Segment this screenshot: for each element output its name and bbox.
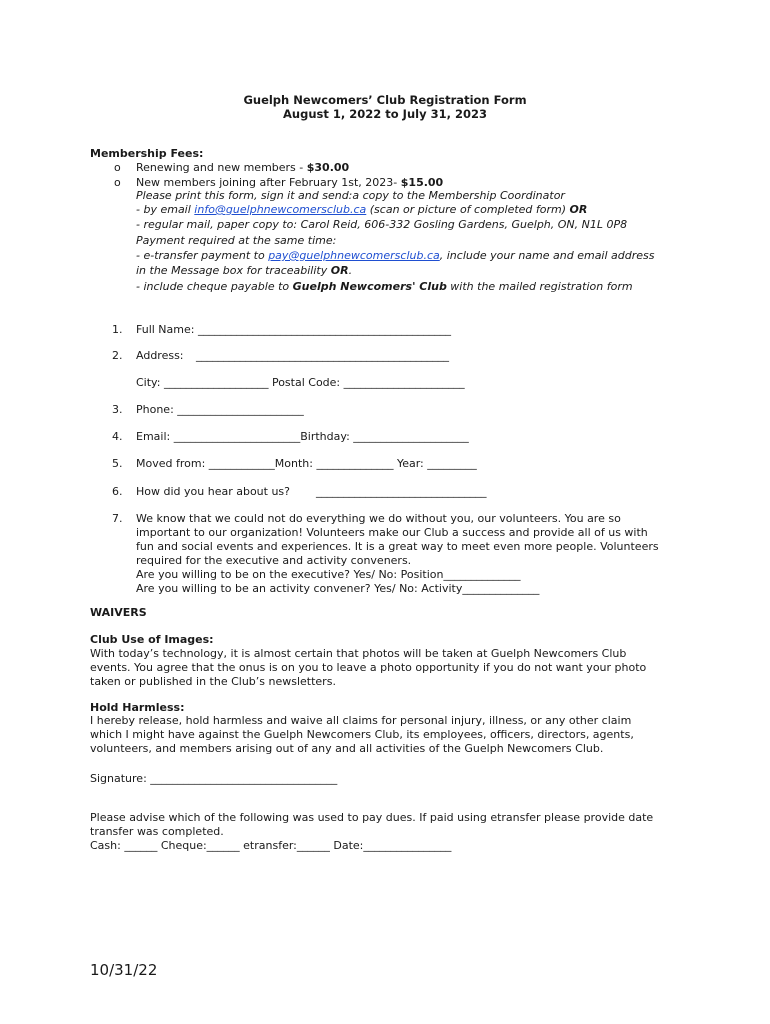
- waivers-heading: WAIVERS: [90, 606, 147, 619]
- fee-item-renewing-amount: $30.00: [306, 161, 350, 174]
- volunteer-line: We know that we could not do everything we do without you, our volunteers. You are so: [136, 512, 621, 525]
- paragraph-line: taken or published in the Club’s newsletters.: [90, 675, 336, 688]
- form-title: Guelph Newcomers’ Club Registration Form: [243, 93, 527, 107]
- instruction-email-or: OR: [569, 203, 588, 216]
- payment-email-link[interactable]: pay@guelphnewcomersclub.ca: [268, 249, 440, 262]
- payment-section: [90, 811, 653, 853]
- paragraph-line: With today’s technology, it is almost certain that photos will be taken at Guelph Newcomers Club: [90, 647, 627, 660]
- signature-field[interactable]: Signature: __________________________________: [90, 772, 338, 785]
- item-number: 3.: [112, 403, 123, 416]
- instruction-mail: - regular mail, paper copy to: Carol Reid, 606-332 Gosling Gardens, Guelph, ON, N1L 0P8: [136, 218, 628, 231]
- payment-method-fields[interactable]: Cash: ______ Cheque:______ etransfer:______ Date:________________: [90, 839, 452, 852]
- fee-item-new-text: New members joining after February 1st, 2023-: [136, 176, 401, 189]
- instruction-etransfer-post: , include your name and email address: [439, 249, 655, 262]
- fee-item-renewing-text: Renewing and new members -: [136, 161, 307, 174]
- footer-date: 10/31/22: [90, 961, 158, 979]
- moved-from-field[interactable]: Moved from: ____________Month: ______________ Year: _________: [136, 457, 477, 470]
- instruction-print: Please print this form, sign it and send:a copy to the Membership Coordinator: [136, 189, 565, 202]
- form-period: August 1, 2022 to July 31, 2023: [283, 107, 487, 121]
- bullet-marker: o: [114, 161, 121, 174]
- instruction-traceability: [136, 264, 352, 277]
- instruction-cheque-payee: Guelph Newcomers' Club: [292, 280, 447, 293]
- instruction-etransfer-pre: - e-transfer payment to: [136, 249, 269, 262]
- address-field[interactable]: ______________________________________________: [196, 349, 449, 362]
- paragraph-line: events. You agree that the onus is on you to leave a photo opportunity if you do not want your photo: [90, 661, 647, 674]
- hold-harmless-heading: Hold Harmless:: [90, 701, 185, 714]
- payment-instruction-line: transfer was completed.: [90, 825, 224, 838]
- full-name-field[interactable]: Full Name: ______________________________________________: [136, 323, 451, 336]
- instruction-cheque-pre: - include cheque payable to: [136, 280, 293, 293]
- email-birthday-field[interactable]: Email: _______________________Birthday: _____________________: [136, 430, 469, 443]
- hold-harmless-paragraph: [90, 714, 634, 756]
- paragraph-line: which I might have against the Guelph Newcomers Club, its employees, officers, directors, agents,: [90, 728, 634, 741]
- fee-item-new-amount: $15.00: [400, 176, 444, 189]
- item-number: 4.: [112, 430, 123, 443]
- phone-field[interactable]: Phone: _______________________: [136, 403, 304, 416]
- bullet-marker: o: [114, 176, 121, 189]
- instruction-cheque-post: with the mailed registration form: [446, 280, 633, 293]
- executive-question[interactable]: Are you willing to be on the executive? Yes/ No: Position______________: [136, 568, 521, 581]
- city-postal-field[interactable]: City: ___________________ Postal Code: ______________________: [136, 376, 465, 389]
- payment-instruction-line: Please advise which of the following was used to pay dues. If paid using etransfer please provide date: [90, 811, 654, 824]
- volunteer-line: important to our organization! Volunteers make our Club a success and provide all of us with: [136, 526, 648, 539]
- instruction-email-mid: (scan or picture of completed form): [366, 203, 570, 216]
- images-heading: Club Use of Images:: [90, 633, 214, 646]
- volunteer-line: fun and social events and experiences. It is a great way to meet even more people. Volunteers: [136, 540, 659, 553]
- membership-email-link[interactable]: info@guelphnewcomersclub.ca: [194, 203, 367, 216]
- item-number: 7.: [112, 512, 123, 525]
- hear-about-label: How did you hear about us?: [136, 485, 290, 498]
- item-number: 2.: [112, 349, 123, 362]
- instruction-traceability-post: .: [348, 264, 353, 277]
- instruction-cheque: [136, 280, 633, 293]
- volunteer-section: [136, 512, 659, 596]
- images-paragraph: [90, 647, 646, 689]
- item-number: 1.: [112, 323, 123, 336]
- item-number: 6.: [112, 485, 123, 498]
- hear-about-field[interactable]: _______________________________: [316, 485, 487, 498]
- paragraph-line: I hereby release, hold harmless and waive all claims for personal injury, illness, or any other claim: [90, 714, 632, 727]
- instruction-traceability-or: OR: [330, 264, 349, 277]
- instruction-traceability-pre: in the Message box for traceability: [136, 264, 331, 277]
- convener-question[interactable]: Are you willing to be an activity convener? Yes/ No: Activity______________: [136, 582, 540, 595]
- volunteer-line: required for the executive and activity conveners.: [136, 554, 412, 567]
- item-number: 5.: [112, 457, 123, 470]
- instruction-email: [136, 203, 587, 216]
- address-label: Address:: [136, 349, 184, 362]
- paragraph-line: volunteers, and members arising out of any and all activities of the Guelph Newcomers Club.: [90, 742, 604, 755]
- instruction-etransfer: [136, 249, 655, 262]
- instruction-payment: Payment required at the same time:: [136, 234, 337, 247]
- fees-heading: Membership Fees:: [90, 147, 204, 160]
- instruction-email-pre: - by email: [136, 203, 195, 216]
